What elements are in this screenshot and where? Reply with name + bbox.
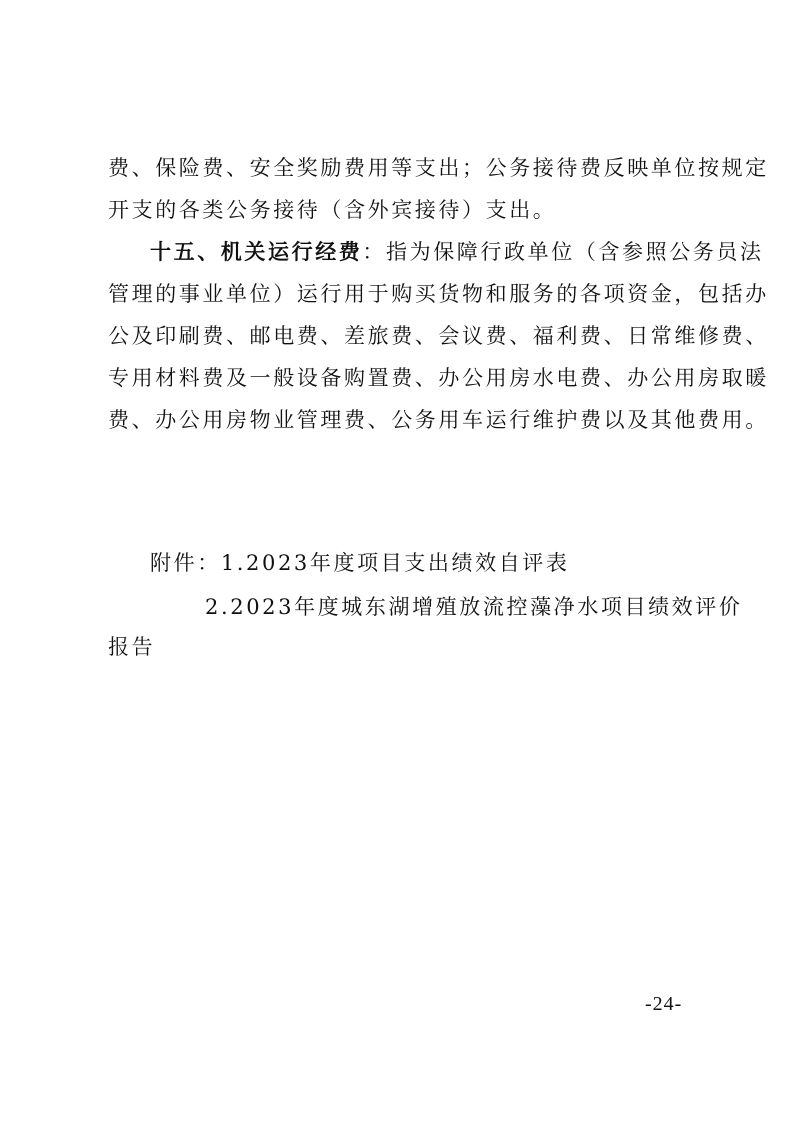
attachment-label: 附件： [150, 551, 221, 575]
attachment-item-1: 1.2023年度项目支出绩效自评表 [220, 551, 570, 575]
attachment-line-1 [150, 548, 570, 578]
paragraph-line: 公及印刷费、邮电费、差旅费、会议费、福利费、日常维修费、 [108, 324, 769, 348]
attachment-item-2: 2.2023年度城东湖增殖放流控藻净水项目绩效评价 [205, 595, 743, 619]
section-15-heading: 十五、机关运行经费 [150, 240, 363, 264]
paragraph-line: 专用材料费及一般设备购置费、办公用房水电费、办公用房取暖 [108, 366, 769, 390]
page-number: -24- [645, 993, 683, 1015]
section-15-first-line [150, 237, 764, 267]
paragraph-line: 费、办公用房物业管理费、公务用车运行维护费以及其他费用。 [108, 408, 769, 432]
section-15-text: ：指为保障行政单位（含参照公务员法 [362, 240, 764, 264]
paragraph-line: 费、保险费、安全奖励费用等支出；公务接待费反映单位按规定 [108, 156, 769, 180]
paragraph-line: 管理的事业单位）运行用于购买货物和服务的各项资金，包括办 [108, 282, 769, 306]
attachment-item-2-continued: 报告 [108, 635, 156, 659]
paragraph-line: 开支的各类公务接待（含外宾接待）支出。 [108, 198, 557, 222]
